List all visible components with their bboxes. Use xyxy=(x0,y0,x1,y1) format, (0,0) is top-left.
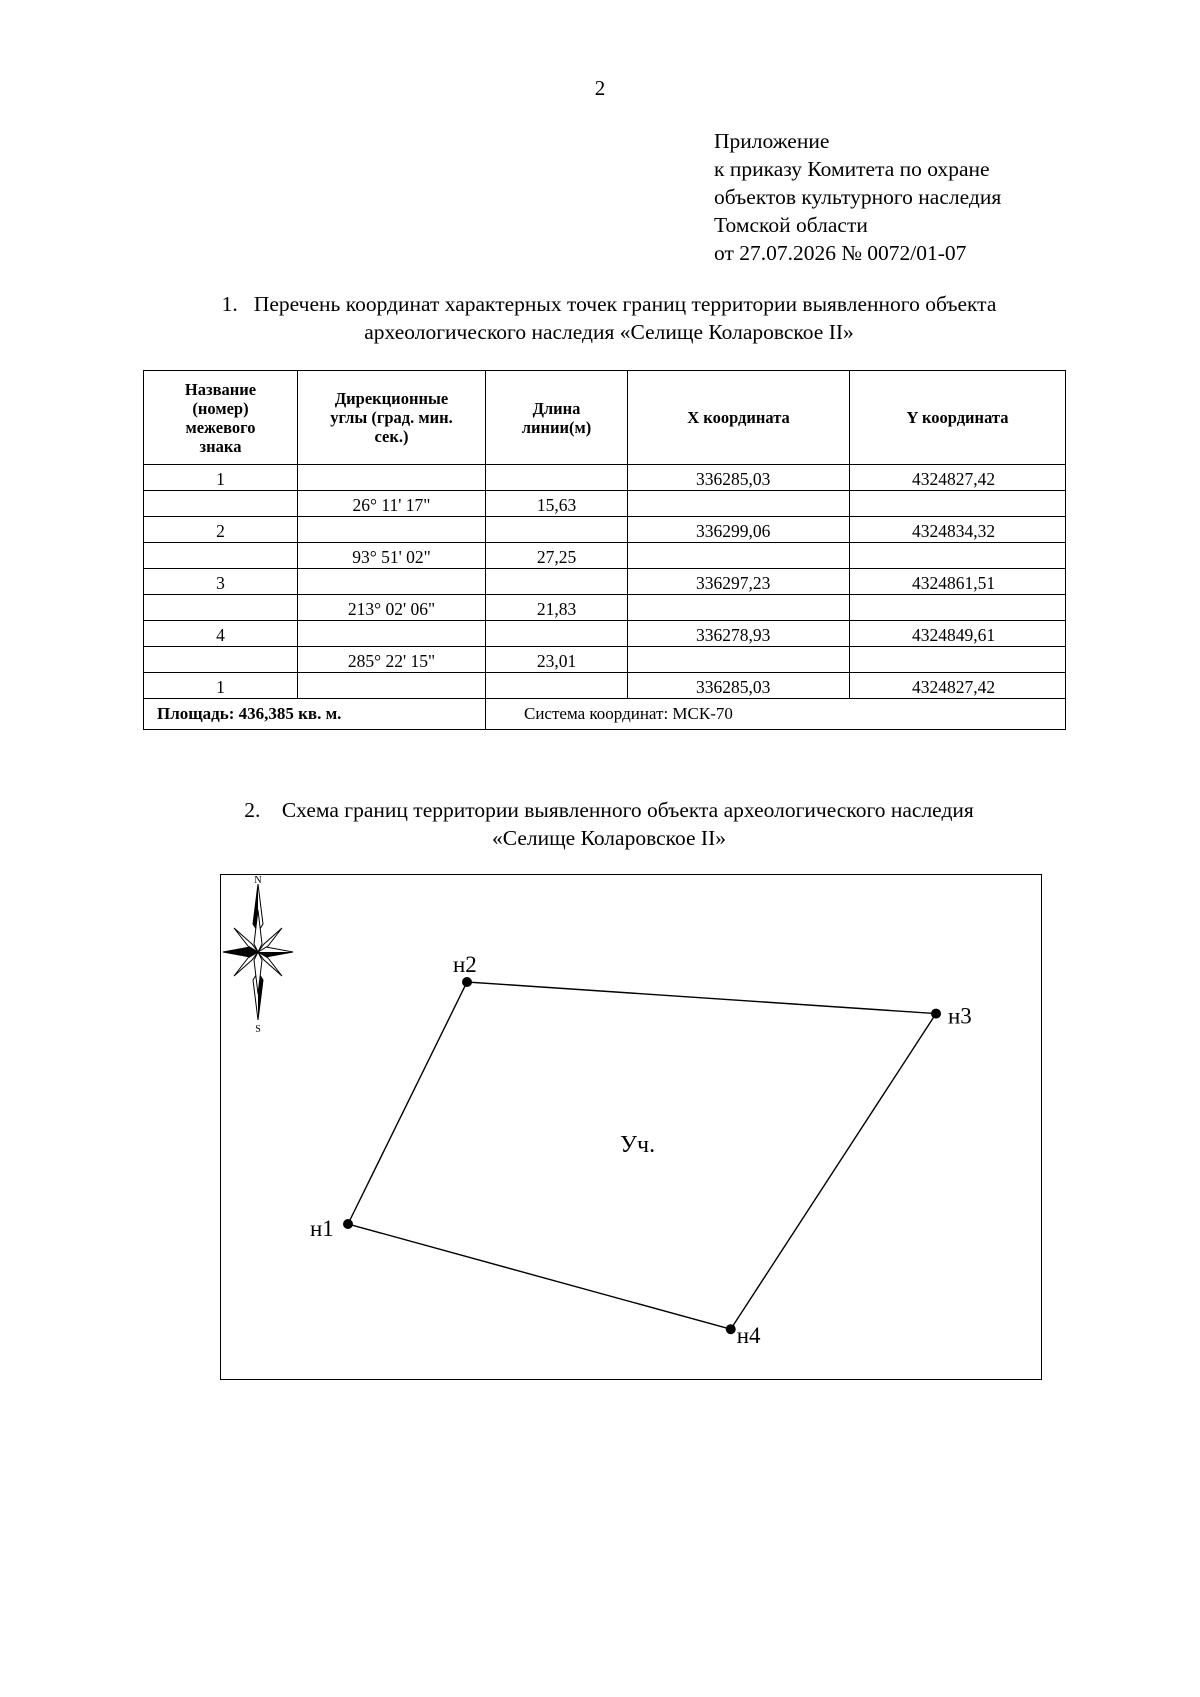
cell-y xyxy=(850,543,1066,569)
cell-angle: 93° 51' 02" xyxy=(298,543,486,569)
cell-point xyxy=(144,647,298,673)
boundary-point-marker xyxy=(726,1324,736,1334)
appendix-block xyxy=(714,127,1001,267)
area-label: Площадь: 436,385 кв. м. xyxy=(157,704,342,723)
cell-length xyxy=(486,621,628,647)
compass-north-label: N xyxy=(254,875,262,886)
area-cell xyxy=(144,699,486,730)
cell-angle xyxy=(298,517,486,543)
header-point-name: Название (номер) межевого знака xyxy=(144,371,298,465)
cell-x: 336285,03 xyxy=(628,673,850,699)
cell-length: 27,25 xyxy=(486,543,628,569)
table-footer-row xyxy=(144,699,1066,730)
boundary-point-marker xyxy=(462,977,472,987)
table-row xyxy=(144,569,1066,595)
table-row xyxy=(144,673,1066,699)
parcel-label: Уч. xyxy=(620,1132,656,1158)
cell-point xyxy=(144,491,298,517)
table-header-row xyxy=(144,371,1066,465)
cell-angle: 26° 11' 17" xyxy=(298,491,486,517)
table-row xyxy=(144,465,1066,491)
section2-title-line2: «Селище Коларовское II» xyxy=(491,826,727,850)
section2-number: 2. xyxy=(244,798,261,822)
cell-y: 4324827,42 xyxy=(850,673,1066,699)
page-number: 2 xyxy=(594,76,606,100)
cell-angle: 285° 22' 15" xyxy=(298,647,486,673)
cell-angle xyxy=(298,465,486,491)
table-row xyxy=(144,621,1066,647)
appendix-line: от 27.07.2026 № 0072/01-07 xyxy=(714,241,967,265)
cell-point xyxy=(144,595,298,621)
cell-x xyxy=(628,647,850,673)
cell-angle: 213° 02' 06" xyxy=(298,595,486,621)
cell-length xyxy=(486,673,628,699)
compass-south-label: S xyxy=(255,1024,261,1035)
cell-y xyxy=(850,647,1066,673)
cell-point: 1 xyxy=(144,673,298,699)
cell-y: 4324861,51 xyxy=(850,569,1066,595)
cell-length: 21,83 xyxy=(486,595,628,621)
cell-x xyxy=(628,595,850,621)
table-row xyxy=(144,595,1066,621)
section2-title-line1: Схема границ территории выявленного объекта археологического наследия xyxy=(281,798,974,822)
section2-heading xyxy=(140,796,1078,852)
cell-point: 1 xyxy=(144,465,298,491)
coordinates-table xyxy=(143,370,1066,730)
coordinate-system-label: Система координат: МСК-70 xyxy=(524,704,733,723)
scheme-frame xyxy=(221,875,1042,1380)
cell-length: 15,63 xyxy=(486,491,628,517)
cell-y: 4324827,42 xyxy=(850,465,1066,491)
cell-point: 3 xyxy=(144,569,298,595)
header-y-coordinate: Y координата xyxy=(850,371,1066,465)
boundary-point-label: н2 xyxy=(453,952,477,977)
cell-length xyxy=(486,517,628,543)
cell-y: 4324849,61 xyxy=(850,621,1066,647)
header-x-coordinate: X координата xyxy=(628,371,850,465)
cell-length xyxy=(486,569,628,595)
boundary-point-marker xyxy=(931,1009,941,1019)
cell-angle xyxy=(298,569,486,595)
cell-point: 2 xyxy=(144,517,298,543)
section1-number: 1. xyxy=(221,292,238,316)
cell-x xyxy=(628,491,850,517)
table-row xyxy=(144,543,1066,569)
cell-y xyxy=(850,491,1066,517)
appendix-line: Томской области xyxy=(714,213,868,237)
boundary-point-marker xyxy=(343,1219,353,1229)
cell-x xyxy=(628,543,850,569)
appendix-line: к приказу Комитета по охране xyxy=(714,157,990,181)
header-line-length: Длина линии(м) xyxy=(486,371,628,465)
cell-angle xyxy=(298,673,486,699)
cell-x: 336285,03 xyxy=(628,465,850,491)
appendix-line: Приложение xyxy=(714,129,830,153)
cell-length xyxy=(486,465,628,491)
crs-cell xyxy=(486,699,1066,730)
cell-point: 4 xyxy=(144,621,298,647)
section1-heading xyxy=(140,290,1078,346)
table-row xyxy=(144,517,1066,543)
cell-y xyxy=(850,595,1066,621)
header-direction-angle: Дирекционные углы (град. мин. сек.) xyxy=(298,371,486,465)
boundary-scheme xyxy=(220,874,1042,1380)
appendix-line: объектов культурного наследия xyxy=(714,185,1002,209)
cell-y: 4324834,32 xyxy=(850,517,1066,543)
boundary-point-label: н3 xyxy=(948,1003,972,1029)
cell-angle xyxy=(298,621,486,647)
cell-x: 336299,06 xyxy=(628,517,850,543)
cell-point xyxy=(144,543,298,569)
section1-title-line2: археологического наследия «Селище Коларовское II» xyxy=(364,320,854,344)
table-row xyxy=(144,491,1066,517)
cell-length: 23,01 xyxy=(486,647,628,673)
boundary-point-label: н1 xyxy=(310,1215,334,1241)
section1-title-line1: Перечень координат характерных точек границ территории выявленного объекта xyxy=(253,292,997,316)
boundary-point-label: н4 xyxy=(736,1323,761,1349)
cell-x: 336297,23 xyxy=(628,569,850,595)
cell-x: 336278,93 xyxy=(628,621,850,647)
table-row xyxy=(144,647,1066,673)
